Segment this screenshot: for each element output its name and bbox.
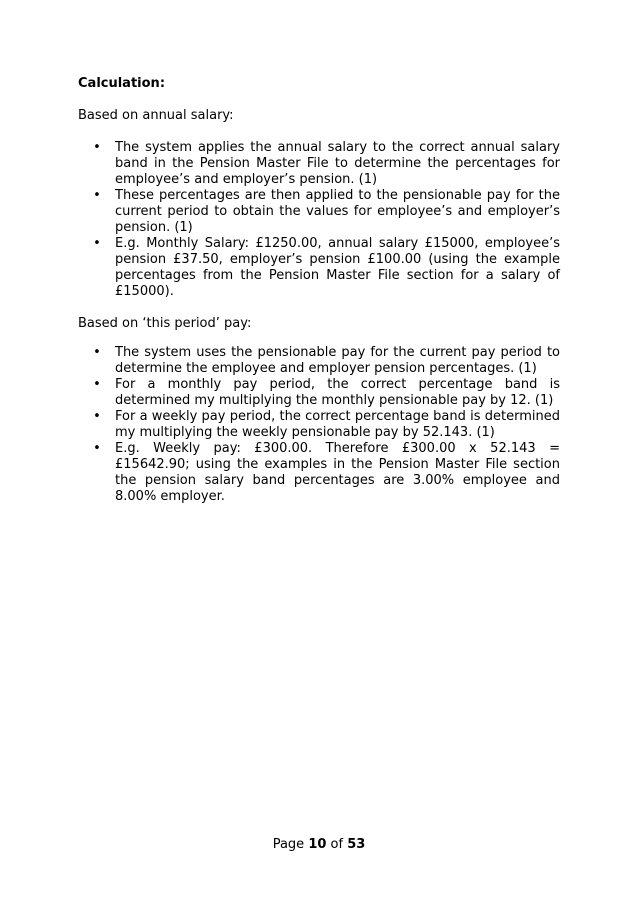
bullet-icon: • — [93, 377, 101, 392]
list-item-text: For a monthly pay period, the correct percentage band is determined my multiplying the monthly pensionable pay by 12. (1) — [115, 377, 560, 408]
list-item — [92, 345, 560, 377]
page-label: Page — [272, 837, 305, 852]
list-item — [92, 409, 560, 441]
list-item — [92, 188, 560, 236]
this-period-bullet-list — [92, 345, 560, 505]
list-item — [92, 140, 560, 188]
page-number-footer — [0, 837, 638, 853]
list-item-text: E.g. Monthly Salary: £1250.00, annual salary £15000, employee’s pension £37.50, employer’s pension £100.00 (using the example percentages from the Pension Master File section for a salary of £15000). — [115, 236, 560, 299]
total-page-count: 53 — [347, 837, 366, 852]
bullet-icon: • — [93, 409, 101, 424]
bullet-icon: • — [93, 236, 101, 251]
list-item — [92, 377, 560, 409]
list-item-text: These percentages are then applied to the pensionable pay for the current period to obtain the values for employee’s and employer’s pension. (1) — [115, 188, 560, 235]
list-item-text: E.g. Weekly pay: £300.00. Therefore £300.00 x 52.143 = £15642.90; using the examples in the Pension Master File section the pension salary band percentages are 3.00% employee and 8.00% employer. — [115, 441, 560, 504]
list-item-text: For a weekly pay period, the correct percentage band is determined my multiplying the weekly pensionable pay by 52.143. (1) — [115, 409, 560, 440]
annual-salary-bullet-list — [92, 140, 560, 300]
list-item-text: The system uses the pensionable pay for the current pay period to determine the employee and employer pension percentages. (1) — [115, 345, 560, 376]
section-title-this-period-pay: Based on ‘this period’ pay: — [78, 316, 252, 331]
bullet-icon: • — [93, 345, 101, 360]
list-item — [92, 236, 560, 300]
section-title-annual-salary: Based on annual salary: — [78, 108, 234, 123]
page-of-label: of — [330, 837, 344, 852]
current-page-number: 10 — [308, 837, 327, 852]
bullet-icon: • — [93, 441, 101, 456]
calculation-heading: Calculation: — [78, 76, 166, 91]
bullet-icon: • — [93, 188, 101, 203]
list-item — [92, 441, 560, 505]
list-item-text: The system applies the annual salary to the correct annual salary band in the Pension Master File to determine the percentages for employee’s and employer’s pension. (1) — [115, 140, 560, 187]
bullet-icon: • — [93, 140, 101, 155]
